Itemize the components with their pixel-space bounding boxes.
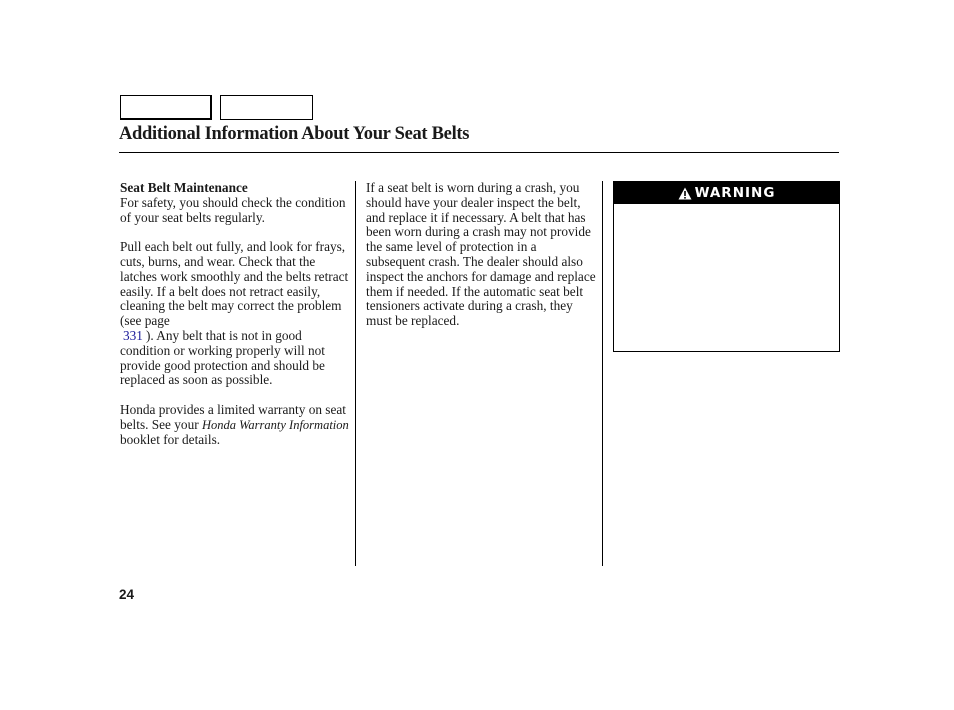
paragraph-warranty-text-a: Honda provides a limited warranty on seat belts. See your <box>120 401 346 432</box>
warning-box <box>613 181 840 352</box>
paragraph-inspect-belts <box>120 240 352 388</box>
paragraph-warranty <box>120 403 352 447</box>
paragraph-check-condition: For safety, you should check the condition of your seat belts regularly. <box>120 194 346 225</box>
warning-header <box>614 182 839 204</box>
warning-triangle-icon <box>678 187 692 200</box>
column-middle <box>366 181 598 344</box>
paragraph-crash-replacement: If a seat belt is worn during a crash, you should have your dealer inspect the belt, and replace it if necessary. A belt that has been worn during a crash may not provide the same level of protection in a subsequent crash. The dealer should also inspect the anchors for damage and replace them if needed. If the automatic seat belt tensioners activate during a crash, they must be replaced. <box>366 180 596 329</box>
paragraph-warranty-text-b: booklet for details. <box>120 431 221 447</box>
column-divider-1 <box>355 181 356 566</box>
warranty-booklet-title: Honda Warranty Information <box>202 417 349 432</box>
column-divider-2 <box>602 181 603 566</box>
warning-label: WARNING <box>694 185 776 201</box>
nav-tab-box-1[interactable] <box>120 95 212 120</box>
paragraph-inspect-text-b: ). Any belt that is not in good condition or working properly will not provide good protection and should be replaced as soon as possible. <box>120 327 325 388</box>
nav-tab-box-2[interactable] <box>220 95 313 120</box>
page-331-link[interactable]: 331 <box>123 327 143 343</box>
paragraph-inspect-text-a: Pull each belt out fully, and look for frays, cuts, burns, and wear. Check that the latches work smoothly and the belts retract easily. If a belt does not retract easily, cleaning the belt may correct the problem (see page <box>120 239 349 329</box>
column-left <box>120 181 352 462</box>
title-rule <box>119 152 839 153</box>
section-heading: Seat Belt Maintenance <box>120 180 248 195</box>
page-number: 24 <box>119 587 135 602</box>
page-title: Additional Information About Your Seat Belts <box>119 124 470 144</box>
